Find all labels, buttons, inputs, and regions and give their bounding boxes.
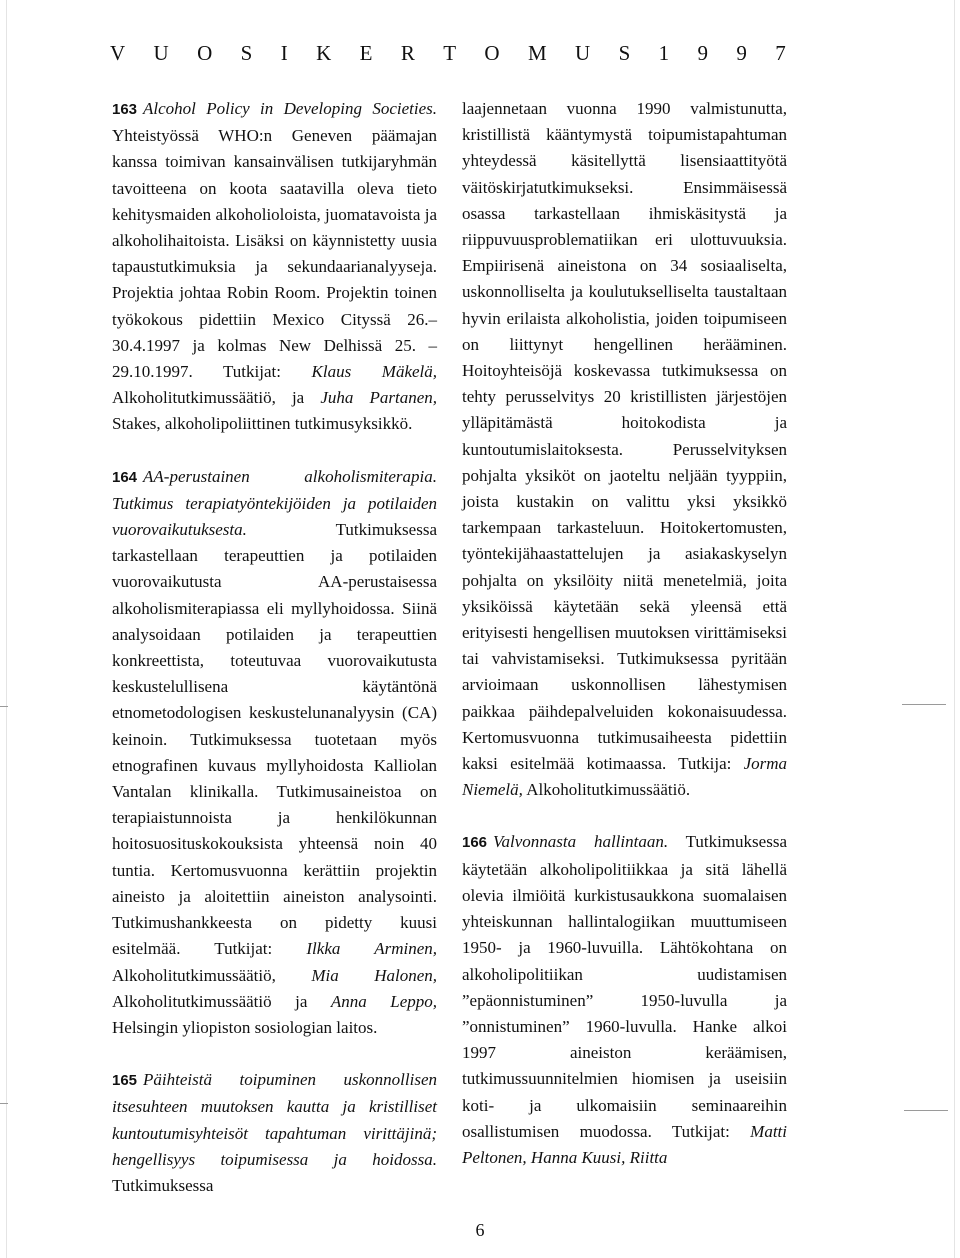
researcher-affiliation: Alkoholitutkimussäätiö ja	[112, 991, 308, 1011]
header-letter: T	[443, 40, 457, 65]
margin-rule	[0, 706, 8, 707]
entry-number: 166	[462, 834, 488, 852]
header-letter: I	[280, 40, 288, 65]
researcher-name: Klaus Mäkelä,	[311, 362, 438, 382]
researcher-affiliation: Alkoholitutkimussäätiö, ja	[112, 388, 305, 408]
researcher-affiliation: Alkoholitutkimussäätiö,	[112, 965, 276, 985]
header-letter: E	[359, 40, 373, 65]
entry	[462, 96, 787, 803]
left-column	[112, 96, 437, 1199]
entry-body: Tutkimuksessa käytetään alkoholipolitiikkaa ja sitä lähellä olevia ilmiöitä kurkistusaukkona suomalaisen yhteiskunnan hallintalogiikan muuttumiseen 1950- ja 1960-luvuilla. Lähtökohtana on alkoholipolitiikan uudistamisen ”epäonnistuminen” 1950-luvulla ja ”onnistuminen” 1960-luvulla. Hanke alkoi 1997 aineiston keräämisen, tutkimussuunnitelmien hiomisen ja useisiin koti- ja ulkomaisiin seminaareihin osallistumisen muodossa. Tutkijat:	[462, 832, 787, 1141]
header-letter: S	[618, 40, 631, 65]
entry-title: Alcohol Policy in Developing Societies.	[143, 99, 437, 118]
header-letter: 9	[697, 40, 709, 65]
entry	[112, 96, 437, 438]
header-letter: U	[153, 40, 169, 65]
margin-rule	[0, 1103, 8, 1104]
entry-body: laajennetaan vuonna 1990 valmistunutta, kristillistä kääntymystä toipumistapahtuman yhteydessä käsitellyttä lisensiaattityötä väitöskirjatutkimukseksi. Ensimmäisessä osassa tarkastellaan ihmiskäsitystä ja riippuvuusproblematiikan eri ulottuvuuksia. Empiirisenä aineistona on 34 sosiaaliselta, uskonnolliselta ja koulutukselliselta taustaltaan hyvin erilaista alkoholistia, joiden toipumiseen on liittynyt hengellinen herääminen. Hoitoyhteisöjä koskevassa tutkimuksessa on tehty perusselvitys 20 kristillisten järjestöjen ylläpitämästä hoitokodista ja kuntoutumislaitoksesta. Perusselvityksen pohjalta yksiköt on jaoteltu neljään tyyppiin, joista kustakin on valittu yksi yksikkö tarkempaan tarkasteluun. Hoitokertomusten, työntekijähaastattelujen ja asiakaskyselyn pohjalta on yksilöity niitä menetelmiä, joita yksiköissä käytetään sekä yleensä että erityisesti hengellisen muutoksen virittämiseksi tai vahvistamiseksi. Tutkimuksessa pyritään arvioimaan uskonnollisen lähestymisen paikkaa päihdepalveluiden kokonaisuudessa. Kertomusvuonna tutkimusaiheesta pidettiin kaksi esitelmää kotimaassa. Tutkija:	[462, 99, 787, 774]
entry-number: 163	[112, 101, 138, 118]
entry	[462, 829, 787, 1171]
header-letter: 7	[775, 40, 786, 65]
researcher-name: Anna Leppo,	[330, 991, 437, 1011]
header-letter: K	[316, 40, 332, 65]
entry-body: Yhteistyössä WHO:n Geneven päämajan kanssa toimivan kansainvälisen tutkijaryhmän tavoitteena on koota saatavilla oleva tieto kehitysmaiden alkoholioloista, juomatavoista ja alkoholihaitoista. Lisäksi on käynnistetty uusia tapaustutkimuksia ja sekundaarianalyyseja. Projektia johtaa Robin Room. Projektin toinen työkokous pidettiin Mexico Cityssä 26.–30.4.1997 ja kolmas New Delhissä 25. – 29.10.1997. Tutkijat:	[112, 126, 437, 382]
researcher-affiliation: Alkoholitutkimussäätiö.	[526, 780, 691, 800]
header-letter: M	[527, 40, 547, 65]
header-letter: V	[110, 40, 126, 65]
margin-rule	[902, 704, 946, 705]
entry-body: Tutkimuksessa tarkastellaan terapeuttien ja potilaiden vuorovaikutusta AA-perustaisessa alkoholismiterapiassa eli myllyhoidossa. Siinä analysoidaan potilaiden ja terapeuttien konkreettista, toteutuvaa vuorovaikutusta keskustelullisena käytäntönä etnometodologisen keskustelunanalyysin (CA) keinoin. Tutkimuksessa tuotetaan myös etnografinen kuvaus myllyhoidosta Kalliolan Vantalan klinikalla. Tutkimusaineistoa on terapiaistunnoista ja henkilökunnan hoitosuosituskokouksista yhteensä noin 40 tuntia. Kertomusvuonna kerättiin projektin aineisto ja aloitettiin aineiston analysointi. Tutkimushankkeesta on pidetty kuusi esitelmää. Tutkijat:	[112, 520, 437, 959]
entry-number: 165	[112, 1072, 138, 1090]
header-letter: 1	[658, 40, 670, 65]
entry	[112, 464, 437, 1041]
entry-number: 164	[112, 468, 138, 486]
header-letter: 9	[736, 40, 747, 65]
header-letter: R	[400, 40, 415, 65]
scan-edge-line	[954, 0, 955, 1258]
header-letter: O	[197, 40, 213, 65]
researcher-name: Jorma Niemelä,	[462, 754, 788, 800]
researcher-name: Matti Peltonen, Hanna Kuusi, Riitta	[462, 1121, 787, 1167]
entry	[112, 1067, 437, 1199]
entry-title: Valvonnasta hallintaan.	[493, 832, 669, 852]
researcher-affiliation: Helsingin yliopiston sosiologian laitos.	[112, 1017, 378, 1037]
margin-rule	[904, 1110, 948, 1111]
header-letter: O	[484, 40, 500, 65]
researcher-name: Mia Halonen,	[311, 965, 437, 985]
header-letter: U	[575, 40, 591, 65]
page-number: 6	[475, 1220, 485, 1240]
entry-title: Päihteistä toipuminen uskonnollisen itsesuhteen muutoksen kautta ja kristilliset kuntoutumisyhteisöt tapahtuman virittäjinä; hengellisyys toipumisessa ja hoidossa.	[112, 1070, 437, 1169]
right-column	[462, 96, 787, 1171]
scan-edge-line	[6, 0, 7, 1258]
running-header	[110, 40, 786, 66]
header-letter: S	[240, 40, 253, 65]
entry-title: AA-perustainen alkoholismiterapia. Tutkimus terapiatyöntekijöiden ja potilaiden vuorovaikutuksesta.	[112, 466, 437, 540]
entry-body: Tutkimuksessa	[112, 1175, 214, 1195]
researcher-name: Ilkka Arminen,	[306, 939, 437, 959]
researcher-affiliation: Stakes, alkoholipoliittinen tutkimusyksikkö.	[112, 414, 413, 434]
researcher-name: Juha Partanen,	[320, 388, 437, 408]
